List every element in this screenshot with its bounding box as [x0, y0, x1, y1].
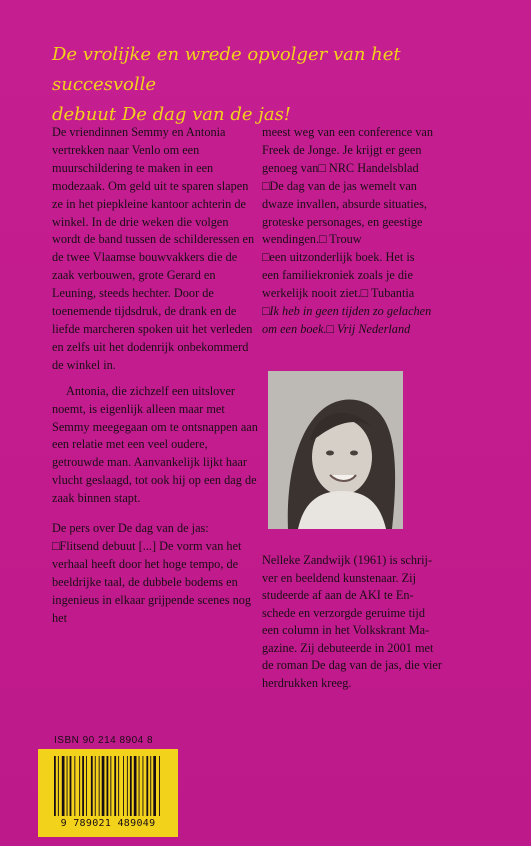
press-quote-line: Freek de Jonge. Je krijgt er geen — [262, 142, 422, 157]
barcode-bar — [91, 756, 93, 816]
barcode-bar — [146, 756, 148, 816]
barcode-bar — [127, 756, 128, 816]
barcode-bar — [150, 756, 151, 816]
barcode-bar — [86, 756, 87, 816]
barcode-bar — [114, 756, 116, 816]
barcode — [52, 756, 164, 816]
barcode-bar — [110, 756, 111, 816]
press-quote-line: □De dag van de jas wemelt van — [262, 178, 417, 193]
barcode-bar — [134, 756, 137, 816]
tagline-line-2: debuut De dag van de jas! — [52, 104, 292, 125]
blurb-paragraph-2: Antonia, die zichzelf een uitslover noemt, is eigenlijk alleen maar met Semmy meegegaan om te ontsnappen aan een relatie met een veel oudere, getrouwde man. Aanvankelijk lijkt haar vlucht geslaagd, tot ook hij op een dag de zaak binnen stapt. — [52, 383, 258, 506]
press-right-column — [262, 124, 468, 339]
press-quote-line: dwaze invallen, absurde situaties, — [262, 196, 427, 211]
barcode-bar — [99, 756, 100, 816]
barcode-bar — [95, 756, 96, 816]
press-quote-line: een familiekroniek zoals je die — [262, 268, 413, 283]
press-quote-line: □een uitzonderlijk boek. Het is — [262, 250, 415, 265]
author-bio-line: herdrukken kreeg. — [262, 675, 352, 690]
barcode-bar — [143, 756, 144, 816]
author-bio-line: schede en verzorgde geruime tijd — [262, 605, 425, 620]
barcode-bar — [130, 756, 132, 816]
barcode-bar — [139, 756, 140, 816]
barcode-bar — [107, 756, 109, 816]
press-quote-line: groteske personages, en geestige — [262, 214, 423, 229]
barcode-bar — [67, 756, 68, 816]
isbn: ISBN 90 214 8904 8 — [54, 735, 154, 746]
press-quote-line: □Ik heb in geen tijden zo gelachen — [262, 304, 432, 319]
author-bio-line: een column in het Volkskrant Ma- — [262, 623, 430, 637]
blurb-left-column — [52, 124, 260, 627]
barcode-bar — [82, 756, 84, 816]
press-quote-line: om een boek.□ Vrij Nederland — [262, 321, 411, 336]
author-bio-line: de roman De dag van de jas, die vier — [262, 658, 442, 672]
author-bio-line: gazine. Zij debuteerde in 2001 met — [262, 640, 434, 655]
press-quote-line: genoeg van□ NRC Handelsblad — [262, 160, 419, 175]
barcode-bar — [102, 756, 105, 816]
author-photo — [268, 371, 403, 529]
barcode-panel — [38, 749, 178, 837]
tagline — [52, 40, 502, 130]
press-quote-line: meest weg van een conference van — [262, 125, 434, 139]
tagline-line-1: De vrolijke en wrede opvolger van het succesvolle — [52, 44, 401, 95]
author-bio-line: studeerde af aan de AKI te En- — [262, 588, 414, 602]
author-portrait-image — [268, 371, 403, 529]
barcode-bar — [70, 756, 72, 816]
barcode-bar — [79, 756, 80, 816]
barcode-bar — [118, 756, 119, 816]
barcode-bar — [123, 756, 124, 816]
author-bio-line: Nelleke Zandwijk (1961) is schrij- — [262, 553, 433, 567]
barcode-bar — [74, 756, 75, 816]
barcode-bar — [62, 756, 65, 816]
barcode-bar — [58, 756, 59, 816]
barcode-bar — [159, 756, 160, 816]
press-quote-line: wendingen.□ Trouw — [262, 232, 362, 247]
barcode-bar — [153, 756, 156, 816]
blurb-paragraph-1: De vriendinnen Semmy en Antonia vertrekken naar Venlo om een muurschildering te maken in een modezaak. Om geld uit te sparen slapen ze in het piepkleine kantoor achterin de winkel. In de drie weken die volgen wordt de band tussen de schilderessen en de twee Vlaamse bouwvakkers die de zaak verbouwen, grote Gerard en Leuning, steeds hechter. Door de toenemende tijdsdruk, de drank en de liefde marcheren spoken uit het verleden en zelfs uit het dodenrijk onbekommerd de winkel in. — [52, 125, 255, 372]
press-quote-line: werkelijk nooit ziet.□ Tubantia — [262, 286, 415, 301]
press-intro: De pers over De dag van de jas: — [52, 521, 209, 536]
author-bio-line: ver en beeldend kunstenaar. Zij — [262, 570, 416, 585]
barcode-bar — [54, 756, 56, 816]
barcode-digits: 9 789021 489049 — [60, 818, 156, 829]
author-bio — [262, 552, 472, 692]
press-quote-1: □Flitsend debuut [...] De vorm van het verhaal heeft door het hoge tempo, de beeldrijke taal, de dubbele bodems en ingenieus in elkaar grijpende scenes nog het — [52, 538, 252, 625]
